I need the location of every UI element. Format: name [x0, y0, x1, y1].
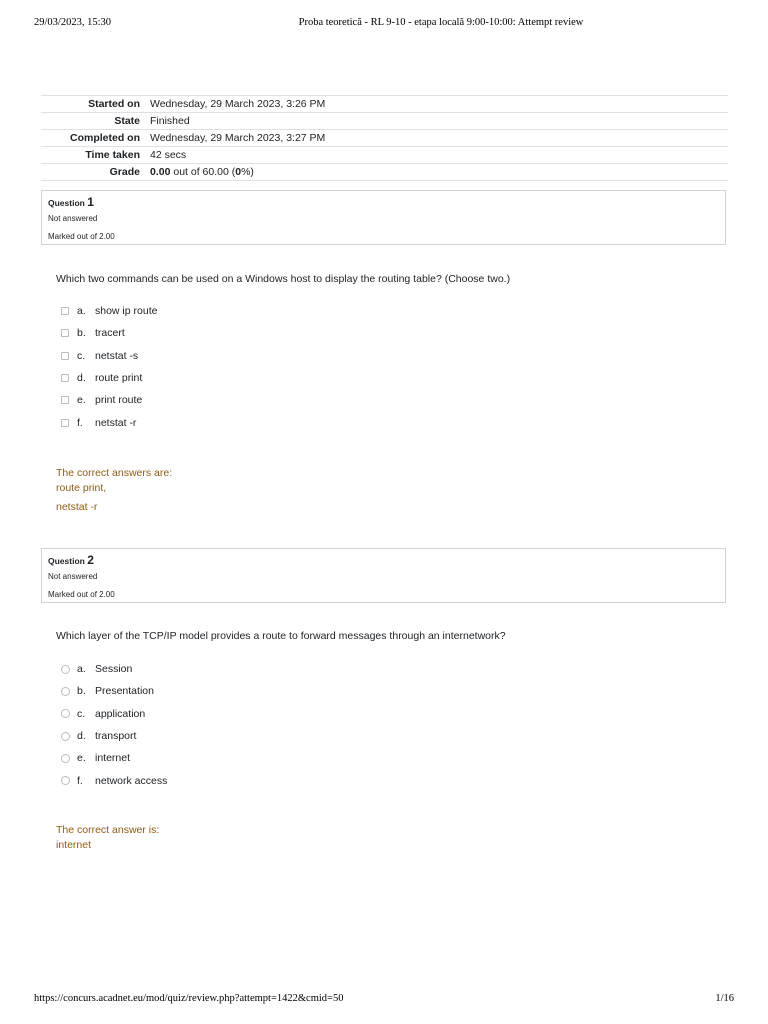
answer-letter: c. — [77, 707, 86, 720]
print-footer — [0, 993, 768, 1007]
question-info-2 — [41, 548, 726, 603]
answer-option[interactable] — [61, 658, 167, 680]
grade-suffix: %) — [241, 166, 254, 178]
summary-value: Wednesday, 29 March 2023, 3:27 PM — [150, 132, 326, 144]
answer-text: netstat -s — [95, 349, 139, 362]
answer-text: print route — [95, 394, 143, 407]
question-number — [48, 195, 94, 209]
print-page-title: Proba teoretică - RL 9-10 - etapa locală 9:00-10:00: Attempt review — [298, 17, 584, 28]
answer-option[interactable] — [61, 345, 157, 367]
feedback-heading: The correct answers are: — [56, 467, 173, 479]
answer-letter: e. — [77, 394, 86, 407]
feedback-answer: route print, — [56, 482, 107, 494]
answer-letter: f. — [77, 774, 83, 787]
print-header — [0, 17, 768, 31]
print-url: https://concurs.acadnet.eu/mod/quiz/review.php?attempt=1422&cmid=50 — [34, 993, 344, 1004]
feedback-answer: internet — [56, 839, 92, 851]
answer-text: application — [95, 707, 146, 720]
answer-option[interactable] — [61, 322, 157, 344]
question-state: Not answered — [48, 214, 98, 223]
summary-row-started — [41, 96, 728, 113]
answer-text: network access — [95, 774, 168, 787]
feedback-heading: The correct answer is: — [56, 824, 160, 836]
radio-button[interactable] — [61, 709, 70, 718]
answer-letter: c. — [77, 349, 86, 362]
radio-button[interactable] — [61, 665, 70, 674]
answer-letter: a. — [77, 663, 86, 676]
summary-label: Started on — [88, 98, 140, 110]
answer-letter: d. — [77, 730, 86, 743]
checkbox[interactable] — [61, 329, 69, 337]
question-text-2: Which layer of the TCP/IP model provides a route to forward messages through an internetwork? — [56, 630, 506, 642]
answer-text: Session — [95, 663, 133, 676]
radio-button[interactable] — [61, 687, 70, 696]
answer-letter: b. — [77, 327, 86, 340]
question-marked-out-of: Marked out of 2.00 — [48, 590, 115, 599]
question-marked-out-of: Marked out of 2.00 — [48, 232, 115, 241]
answer-option[interactable] — [61, 769, 167, 791]
summary-label: Time taken — [85, 149, 140, 161]
checkbox[interactable] — [61, 374, 69, 382]
answer-text: internet — [95, 752, 131, 765]
answer-option[interactable] — [61, 300, 157, 322]
question-number-value: 2 — [87, 553, 94, 567]
answer-letter: b. — [77, 685, 86, 698]
question-text-1: Which two commands can be used on a Windows host to display the routing table? (Choose two.) — [56, 273, 511, 285]
summary-value: 42 secs — [150, 149, 187, 161]
radio-button[interactable] — [61, 776, 70, 785]
checkbox[interactable] — [61, 419, 69, 427]
answer-letter: e. — [77, 752, 86, 765]
radio-button[interactable] — [61, 732, 70, 741]
answer-letter: d. — [77, 372, 86, 385]
checkbox[interactable] — [61, 307, 69, 315]
answer-option[interactable] — [61, 747, 167, 769]
summary-label: State — [114, 115, 140, 127]
answer-option[interactable] — [61, 680, 167, 702]
grade-value — [150, 164, 728, 181]
correct-answer-feedback-2 — [56, 823, 159, 853]
feedback-answer: netstat -r — [56, 501, 98, 513]
print-datetime: 29/03/2023, 15:30 — [34, 17, 112, 28]
question-label: Question — [48, 198, 85, 208]
answer-option[interactable] — [61, 411, 157, 433]
answer-text: netstat -r — [95, 416, 137, 429]
question-number-value: 1 — [87, 195, 94, 209]
answer-list-1 — [61, 300, 157, 434]
question-label: Question — [48, 556, 85, 566]
summary-value: Finished — [150, 115, 190, 127]
attempt-summary-table — [41, 95, 728, 181]
question-info-1 — [41, 190, 726, 245]
answer-text: Presentation — [95, 685, 154, 698]
summary-label: Completed on — [70, 132, 140, 144]
answer-text: show ip route — [95, 305, 158, 318]
radio-button[interactable] — [61, 754, 70, 763]
summary-label: Grade — [109, 166, 140, 178]
correct-answer-feedback-1 — [56, 466, 172, 515]
answer-letter: f. — [77, 416, 83, 429]
checkbox[interactable] — [61, 396, 69, 404]
summary-row-grade — [41, 164, 728, 181]
answer-option[interactable] — [61, 725, 167, 747]
answer-option[interactable] — [61, 367, 157, 389]
answer-letter: a. — [77, 305, 86, 318]
grade-out-of: out of 60.00 ( — [170, 166, 236, 178]
answer-option[interactable] — [61, 703, 167, 725]
summary-row-state — [41, 113, 728, 130]
checkbox[interactable] — [61, 352, 69, 360]
answer-text: tracert — [95, 327, 125, 340]
summary-row-time-taken — [41, 147, 728, 164]
answer-text: transport — [95, 730, 137, 743]
grade-percent: 0 — [235, 166, 242, 178]
answer-option[interactable] — [61, 389, 157, 411]
answer-list-2 — [61, 658, 167, 792]
question-state: Not answered — [48, 572, 98, 581]
summary-row-completed — [41, 130, 728, 147]
grade-score: 0.00 — [150, 166, 171, 178]
answer-text: route print — [95, 372, 143, 385]
question-number — [48, 553, 94, 567]
print-page-number: 1/16 — [715, 993, 734, 1004]
summary-value: Wednesday, 29 March 2023, 3:26 PM — [150, 98, 326, 110]
